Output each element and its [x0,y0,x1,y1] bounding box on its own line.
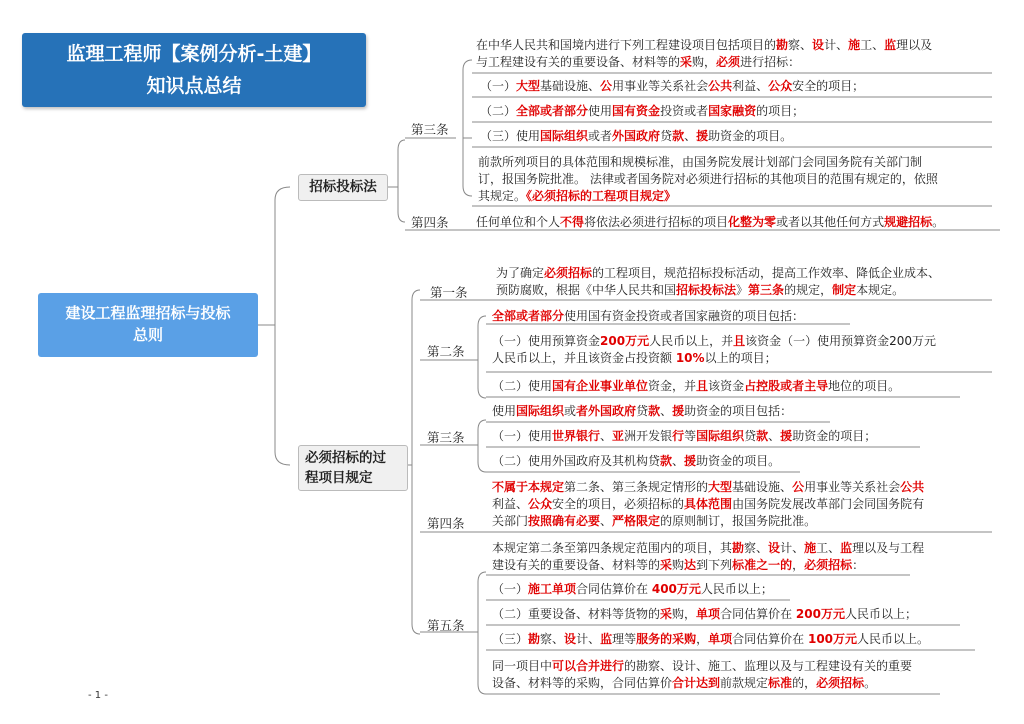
art3-item2 [480,103,804,120]
body-text: 设备、材料等的采购，合同估算价 [492,676,673,690]
body-text: 洲开发银 [624,429,673,443]
highlight-text: 标准 [768,676,793,690]
root-node [38,293,258,357]
body-text: 使用 [588,104,613,118]
body-text: 基础设施、 [540,79,601,93]
b5-item2 [492,606,917,623]
highlight-text: 公共 [708,79,733,93]
highlight-text: 款 [672,129,685,143]
body-text: 安全的项目，必须招标的 [552,497,685,511]
topic-mandatory-line1: 必须招标的过 [305,450,386,466]
body-text: 或者以其他任何方式 [776,215,885,229]
article-label-4: 第四条 [411,215,449,230]
highlight-text: 大型 [708,480,733,494]
body-text: 合同估算价在 [576,582,652,596]
highlight-text: 勘 [732,541,745,555]
topic-mandatory-projects [298,445,408,491]
highlight-text: 公 [600,79,613,93]
body-text: 合同估算价在 [732,632,808,646]
highlight-text: 占控股或者主导 [744,379,829,393]
highlight-text: 且 [733,334,746,348]
body-text: 用事业等关系社会 [612,79,709,93]
article-label-b5: 第五条 [427,618,465,633]
highlight-text: 全部或者部分 [516,104,589,118]
body-text: 贷 [660,129,673,143]
body-text: 贷 [636,404,649,418]
b5-item1 [492,581,773,598]
highlight-text: 公众 [768,79,793,93]
highlight-text: 监 [600,632,613,646]
highlight-text: 援 [696,129,709,143]
body-text: （二）重要设备、材料等货物的 [492,607,661,621]
main-title-line2: 知识点总结 [146,75,242,97]
body-text: 将依法必须进行招标的项目 [584,215,729,229]
root-node-line1: 建设工程监理招标与投标 [65,304,231,322]
body-text: 人民币以上，并且该资金占投资额 [492,351,676,365]
highlight-text: 采 [660,558,673,572]
highlight-text: 国有资金 [612,104,661,118]
body-text: （一） [492,582,529,596]
highlight-text: 大型 [516,79,541,93]
body-text: 工、 [860,38,885,52]
body-text: （二）使用 [492,379,553,393]
topic-bidding-law [298,174,388,201]
art3-item1 [480,78,864,95]
body-text: 投资或者 [660,104,709,118]
highlight-text: 国际组织 [516,404,565,418]
highlight-text: 公共 [900,480,925,494]
art4-text [476,214,944,231]
highlight-text: 服务的采购 [636,632,697,646]
body-text: （三）使用 [480,129,541,143]
highlight-text: 必须招标 [544,266,593,280]
highlight-text: 国际组织 [540,129,589,143]
body-text: 助资金的项目包括： [684,404,793,418]
highlight-text: 施 [804,541,817,555]
body-text: 使用国有资金投资或者国家融资的项目包括： [564,309,805,323]
b2-item1 [492,333,992,367]
body-text: 察、 [540,632,565,646]
highlight-text: 采 [660,607,673,621]
highlight-text: 监 [840,541,853,555]
body-text: 任何单位和个人 [476,215,561,229]
highlight-text: 公 [792,480,805,494]
highlight-text: 达 [684,558,697,572]
topic-bidding-law-label: 招标投标法 [309,179,377,195]
root-node-line2: 总则 [132,326,163,344]
body-text: 、 [672,454,685,468]
body-text: 助资金的项目。 [708,129,793,143]
highlight-text: 具体范围 [684,497,733,511]
body-text: 本规定。 [856,283,905,297]
highlight-text: 款 [648,404,661,418]
b2-item2 [492,378,900,395]
article-label-b3: 第三条 [427,430,465,445]
highlight-text: 采 [680,55,693,69]
highlight-text: 合计达到 [672,676,721,690]
highlight-text: 单项 [708,632,733,646]
art3-intro-text [476,37,996,71]
highlight-text: 必须招标 [816,676,865,690]
body-text: 助资金的项目。 [696,454,781,468]
body-text: 本规定第二条至第四条规定范围内的项目，其 [492,541,733,555]
highlight-text: 必须招标 [804,558,853,572]
body-text: 资金，并 [648,379,697,393]
highlight-text: 设 [812,38,825,52]
main-title-box [22,33,366,107]
body-text: 理以及 [896,38,933,52]
body-text: 购， [692,55,717,69]
body-text: 同一项目中 [492,659,553,673]
highlight-text: 第三条 [748,283,785,297]
highlight-text: 款 [756,429,769,443]
body-text: （二） [480,104,517,118]
body-text: 第二条、第三条规定情形的 [564,480,709,494]
highlight-text: 《必须招标的工程项目规定》 [526,189,677,203]
body-text: 、 [600,429,613,443]
body-text: 以上的项目； [704,351,777,365]
body-text: 预防腐败，根据《中华人民共和国 [496,283,677,297]
body-text: 察、 [744,541,769,555]
b5-intro [492,540,992,574]
art3-item3 [480,128,792,145]
b1-text [496,265,991,299]
highlight-text: 外国政府 [612,129,661,143]
body-text: （一） [480,79,517,93]
highlight-text: 勘 [528,632,541,646]
article-label-b2: 第二条 [427,344,465,359]
body-text: 地位的项目。 [828,379,901,393]
highlight-text: 招标投标法 [676,283,737,297]
topic-mandatory-line2: 程项目规定 [305,470,373,486]
body-text: ， [696,632,709,646]
body-text: 或者 [588,129,613,143]
page-number: - 1 - [88,690,108,701]
body-text: 的项目； [756,104,805,118]
body-text: （一）使用 [492,429,553,443]
body-text: 的勘察、设计、施工、监理以及与工程建设有关的重要 [624,659,913,673]
body-text: 人民币以上； [700,582,773,596]
highlight-text: 400万元 [651,582,701,596]
highlight-text: 公众 [528,497,553,511]
highlight-text: 且 [696,379,709,393]
highlight-text: 援 [780,429,793,443]
highlight-text: 款 [660,454,673,468]
body-text: 使用 [492,404,517,418]
highlight-text: 监 [884,38,897,52]
highlight-text: 制定 [832,283,857,297]
body-text: 前款规定 [720,676,769,690]
body-text: 其规定。 [478,189,527,203]
body-text: 基础设施、 [732,480,793,494]
body-text: 或 [564,404,577,418]
body-text: 。 [932,215,945,229]
article-label-b4: 第四条 [427,516,465,531]
highlight-text: 10% [675,351,705,365]
highlight-text: 勘 [776,38,789,52]
art3-note [478,154,993,205]
highlight-text: 100万元 [807,632,858,646]
highlight-text: 化整为零 [728,215,777,229]
highlight-text: 施工单项 [528,582,577,596]
body-text: 、 [768,429,781,443]
body-text: 助资金的项目； [792,429,877,443]
body-text: （二）使用外国政府及其机构贷 [492,454,661,468]
b3-intro [492,403,792,420]
b5-item3 [492,631,929,648]
body-text: 合同估算价在 [720,607,796,621]
body-text: 计、 [576,632,601,646]
body-text: 该资金 [708,379,745,393]
body-text: 理等 [612,632,637,646]
highlight-text: 行 [672,429,685,443]
b5-note [492,658,992,692]
highlight-text: 200万元 [600,334,650,348]
body-text: 》 [736,283,749,297]
article-label-b1: 第一条 [430,285,468,300]
highlight-text: 者外国政府 [576,404,637,418]
main-title-line1: 监理工程师【案例分析-土建】 [66,43,322,65]
body-text: ， [792,558,805,572]
highlight-text: 按照确有必要 [528,514,601,528]
body-text: 的工程项目，规范招标投标活动，提高工作效率、降低企业成本、 [592,266,941,280]
body-text: 理以及与工程 [852,541,925,555]
highlight-text: 设 [564,632,577,646]
body-text: 。 [864,676,877,690]
body-text: 到下列 [696,558,733,572]
b2-intro [492,308,804,325]
highlight-text: 施 [848,38,861,52]
body-text: 察、 [788,38,813,52]
body-text: 前款所列项目的具体范围和规模标准，由国务院发展计划部门会同国务院有关部门制 [478,155,923,169]
highlight-text: 国际组织 [696,429,745,443]
body-text: 进行招标： [740,55,801,69]
body-text: 计、 [780,541,805,555]
body-text: 由国务院发展改革部门会同国务院有 [732,497,925,511]
highlight-text: 不得 [560,215,585,229]
body-text: 关部门 [492,514,529,528]
highlight-text: 可以合并进行 [552,659,625,673]
body-text: 、 [684,129,697,143]
body-text: （三） [492,632,529,646]
highlight-text: 必须 [716,55,741,69]
body-text: 工、 [816,541,841,555]
body-text: 等 [684,429,697,443]
body-text: ： [852,558,865,572]
body-text: （一）使用预算资金 [492,334,601,348]
highlight-text: 不属于本规定 [492,480,565,494]
body-text: 建设有关的重要设备、材料等的 [492,558,661,572]
highlight-text: 援 [684,454,697,468]
highlight-text: 200万元 [795,607,845,621]
b3-item2 [492,453,780,470]
highlight-text: 国家融资 [708,104,757,118]
body-text: 与工程建设有关的重要设备、材料等的 [476,55,681,69]
b3-item1 [492,428,876,445]
body-text: 人民币以上，并 [649,334,734,348]
b4-text [492,479,992,530]
highlight-text: 国有企业事业单位 [552,379,649,393]
body-text: 人民币以上。 [857,632,930,646]
body-text: 购， [672,607,697,621]
body-text: 贷 [744,429,757,443]
body-text: 利益、 [732,79,769,93]
body-text: 的， [792,676,817,690]
highlight-text: 全部或者部分 [492,309,565,323]
highlight-text: 严格限定 [612,514,661,528]
highlight-text: 世界银行 [552,429,601,443]
highlight-text: 亚 [612,429,625,443]
article-label-3: 第三条 [411,122,449,137]
body-text: 利益、 [492,497,529,511]
highlight-text: 设 [768,541,781,555]
body-text: 、 [660,404,673,418]
highlight-text: 标准之一的 [732,558,793,572]
body-text: 安全的项目； [792,79,865,93]
body-text: 的规定， [784,283,833,297]
body-text: 购 [672,558,685,572]
highlight-text: 援 [672,404,685,418]
body-text: 人民币以上； [844,607,917,621]
body-text: 计、 [824,38,849,52]
highlight-text: 单项 [696,607,721,621]
body-text: 该资金（一）使用预算资金200万元 [745,334,937,348]
highlight-text: 规避招标 [884,215,933,229]
body-text: 的原则制订，报国务院批准。 [660,514,817,528]
body-text: 、 [600,514,613,528]
body-text: 为了确定 [496,266,545,280]
body-text: 在中华人民共和国境内进行下列工程建设项目包括项目的 [476,38,777,52]
body-text: 订，报国务院批准。 法律或者国务院对必须进行招标的其他项目的范围有规定的，依照 [478,172,938,186]
body-text: 用事业等关系社会 [804,480,901,494]
